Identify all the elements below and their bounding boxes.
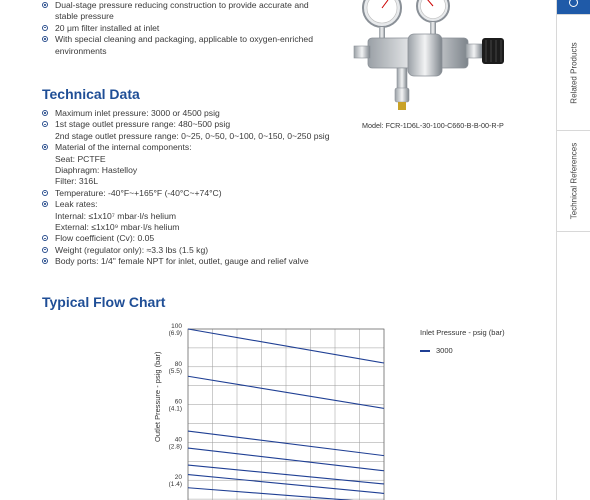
feature-item xyxy=(42,0,332,23)
tech-text: Body ports: 1/4" female NPT for inlet, outlet, gauge and relief valve xyxy=(55,256,309,267)
y-tick-sublabel: (1.4) xyxy=(168,481,182,489)
tech-subtext: Diaphragm: Hastelloy xyxy=(55,165,138,176)
feature-list xyxy=(42,0,332,57)
bullet-icon xyxy=(42,201,48,207)
circle-icon xyxy=(569,0,578,7)
y-tick-label: 100 xyxy=(171,323,182,330)
y-tick-label: 20 xyxy=(174,474,182,482)
tech-text: Temperature: -40°F~+165°F (-40°C~+74°C) xyxy=(55,187,222,198)
y-tick-label: 40 xyxy=(174,436,182,444)
tech-item xyxy=(42,188,352,199)
tech-item xyxy=(42,199,352,210)
tab-related-products[interactable] xyxy=(557,14,590,131)
flow-chart xyxy=(150,322,590,500)
tech-item xyxy=(42,245,352,256)
product-caption: Model: FCR-1D6L-30-100-C660-B-B-00-R-P xyxy=(362,121,504,130)
y-tick-label: 80 xyxy=(174,360,182,368)
bullet-icon xyxy=(42,25,48,31)
bullet-icon xyxy=(42,110,48,116)
tech-subtext: Internal: ≤1x10⁷ mbar·l/s helium xyxy=(55,210,177,221)
tech-text: 1st stage outlet pressure range: 480~500 psig xyxy=(55,119,231,130)
tech-text: Flow coefficient (Cv): 0.05 xyxy=(55,233,155,244)
sidebar xyxy=(556,0,590,500)
section-title-flow-chart: Typical Flow Chart xyxy=(42,294,166,310)
feature-text: 20 μm filter installed at inlet xyxy=(55,22,160,33)
tech-item xyxy=(42,233,352,244)
bullet-icon xyxy=(42,258,48,264)
feature-text: Dual-stage pressure reducing construction to provide accurate and stable pressure xyxy=(55,0,309,22)
feature-text: With special cleaning and packaging, applicable to oxygen-enriched environments xyxy=(55,34,313,56)
bullet-icon xyxy=(42,235,48,241)
tech-subtext: External: ≤1x10⁹ mbar·l/s helium xyxy=(55,222,180,233)
y-tick-sublabel: (4.1) xyxy=(168,405,182,413)
y-tick-sublabel: (6.9) xyxy=(168,330,182,337)
bullet-icon xyxy=(42,247,48,253)
tech-item xyxy=(42,142,352,153)
legend-title: Inlet Pressure - psig (bar) xyxy=(420,328,505,337)
bullet-icon xyxy=(42,36,48,42)
tech-text: Weight (regulator only): ≈3.3 lbs (1.5 kg) xyxy=(55,244,209,255)
tech-item xyxy=(42,256,352,267)
y-axis-label: Outlet Pressure - psig (bar) xyxy=(153,351,162,442)
technical-data-list xyxy=(42,108,352,268)
y-tick-label: 60 xyxy=(174,398,182,406)
tech-text: Leak rates: xyxy=(55,199,98,210)
tab-technical-references[interactable] xyxy=(557,130,590,232)
tab-label: Technical References xyxy=(569,142,579,220)
tech-subtext: Seat: PCTFE xyxy=(55,153,106,164)
feature-item xyxy=(42,34,332,57)
tech-subtext: 2nd stage outlet pressure range: 0~25, 0~50, 0~100, 0~150, 0~250 psig xyxy=(55,130,330,141)
tech-item xyxy=(42,119,352,130)
tech-subtext: Filter: 316L xyxy=(55,176,98,187)
tech-text: Material of the internal components: xyxy=(55,142,192,153)
bullet-icon xyxy=(42,121,48,127)
legend-label: 3000 xyxy=(436,346,453,355)
section-title-technical-data: Technical Data xyxy=(42,86,140,102)
y-tick-sublabel: (5.5) xyxy=(168,367,182,375)
tech-text: Maximum inlet pressure: 3000 or 4500 psig xyxy=(55,108,220,118)
tab-label: Related Products xyxy=(569,42,579,104)
bullet-icon xyxy=(42,190,48,196)
tab-active[interactable] xyxy=(557,0,590,14)
y-axis-ticks xyxy=(169,323,183,488)
regulator-product-image xyxy=(350,0,540,120)
feature-item xyxy=(42,23,332,34)
legend-item-3000 xyxy=(420,346,453,355)
tech-item xyxy=(42,108,352,119)
legend-swatch xyxy=(420,350,430,352)
y-tick-sublabel: (2.8) xyxy=(168,443,182,451)
bullet-icon xyxy=(42,2,48,8)
bullet-icon xyxy=(42,144,48,150)
